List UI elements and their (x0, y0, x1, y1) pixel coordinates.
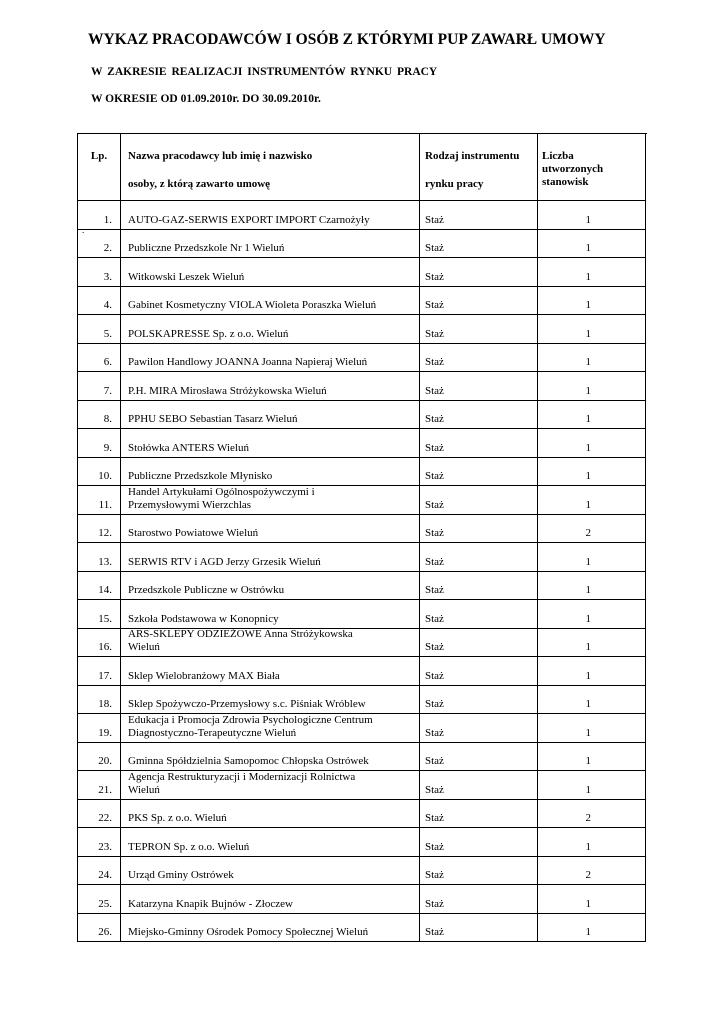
cell-name-line: PKS Sp. z o.o. Wieluń (128, 812, 227, 824)
cell-lp: 18. (78, 686, 121, 715)
cell-lp: 5. (78, 315, 121, 344)
table-row (78, 230, 647, 259)
cell-name (121, 429, 420, 458)
header-type-line2: rynku pracy (425, 178, 484, 190)
cell-name-line: Sklep Wielobranżowy MAX Biała (128, 669, 280, 682)
cell-lp: 25. (78, 885, 121, 914)
table-row (78, 515, 647, 544)
stray-mark: . (82, 225, 85, 235)
cell-name-line: Urząd Gminy Ostrówek (128, 869, 234, 881)
header-name-line1: Nazwa pracodawcy lub imię i nazwisko (128, 150, 313, 162)
cell-count: 1 (538, 743, 646, 772)
table-row (78, 572, 647, 601)
cell-count: 1 (538, 372, 646, 401)
table-row (78, 657, 647, 686)
cell-type: Staż (420, 287, 538, 316)
cell-name (121, 515, 420, 544)
table-row (78, 458, 647, 487)
cell-type: Staż (420, 543, 538, 572)
cell-name-line: Publiczne Przedszkole Nr 1 Wieluń (128, 242, 285, 254)
cell-name-line: Edukacja i Promocja Zdrowia Psychologiczne Centrum (128, 713, 373, 726)
cell-type: Staż (420, 743, 538, 772)
cell-name (121, 458, 420, 487)
cell-name (121, 258, 420, 287)
table-row (78, 914, 647, 943)
cell-name-line: Pawilon Handlowy JOANNA Joanna Napieraj Wieluń (128, 356, 368, 368)
cell-name-line: Publiczne Przedszkole Młynisko (128, 470, 273, 482)
employers-table (77, 133, 647, 942)
cell-lp: 1. (78, 201, 121, 230)
header-count (538, 134, 646, 201)
cell-count: 1 (538, 771, 646, 800)
cell-count: 1 (538, 914, 646, 943)
cell-count: 1 (538, 458, 646, 487)
cell-name (121, 372, 420, 401)
cell-count: 1 (538, 629, 646, 658)
cell-name (121, 543, 420, 572)
cell-name (121, 230, 420, 259)
cell-type: Staż (420, 771, 538, 800)
cell-lp: 14. (78, 572, 121, 601)
cell-name-line: Sklep Spożywczo-Przemysłowy s.c. Piśniak Wróblew (128, 698, 366, 710)
cell-type: Staż (420, 429, 538, 458)
cell-count: 1 (538, 315, 646, 344)
cell-name-line: Miejsko-Gminny Ośrodek Pomocy Społecznej Wieluń (128, 926, 369, 938)
cell-type: Staż (420, 486, 538, 515)
cell-lp: 19. (78, 714, 121, 743)
cell-name (121, 800, 420, 829)
cell-count: 1 (538, 714, 646, 743)
cell-lp: 17. (78, 657, 121, 686)
table-row (78, 401, 647, 430)
cell-name (121, 600, 420, 629)
table-row (78, 486, 647, 515)
cell-name-line: Agencja Restrukturyzacji i Modernizacji Rolnictwa (128, 770, 356, 783)
cell-name (121, 828, 420, 857)
cell-lp: 24. (78, 857, 121, 886)
header-name-line2: osoby, z którą zawarto umowę (128, 178, 271, 190)
cell-lp: 20. (78, 743, 121, 772)
table-row (78, 600, 647, 629)
cell-name-line: Stołówka ANTERS Wieluń (128, 441, 249, 454)
cell-lp: 3. (78, 258, 121, 287)
cell-name-line: PPHU SEBO Sebastian Tasarz Wieluń (128, 413, 298, 425)
cell-name (121, 572, 420, 601)
table-row (78, 344, 647, 373)
table-row (78, 800, 647, 829)
cell-name-line: SERWIS RTV i AGD Jerzy Grzesik Wieluń (128, 555, 321, 568)
cell-count: 1 (538, 287, 646, 316)
cell-lp: 4. (78, 287, 121, 316)
cell-lp: 23. (78, 828, 121, 857)
table-row (78, 714, 647, 743)
document-title: WYKAZ PRACODAWCÓW I OSÓB Z KTÓRYMI PUP ZAWARŁ UMOWY (88, 31, 606, 48)
cell-lp: 15. (78, 600, 121, 629)
cell-name-line: AUTO-GAZ-SERWIS EXPORT IMPORT Czarnożyły (128, 213, 370, 226)
header-count-line2: utworzonych (542, 163, 604, 175)
cell-name (121, 857, 420, 886)
cell-name-line: Starostwo Powiatowe Wieluń (128, 527, 259, 539)
cell-type: Staż (420, 686, 538, 715)
cell-count: 1 (538, 429, 646, 458)
cell-type: Staż (420, 258, 538, 287)
table-header-row (78, 134, 647, 201)
cell-lp: 6. (78, 344, 121, 373)
cell-name-line: Gminna Spółdzielnia Samopomoc Chłopska Ostrówek (128, 755, 369, 767)
cell-name (121, 914, 420, 943)
cell-lp: 16. (78, 629, 121, 658)
cell-type: Staż (420, 600, 538, 629)
cell-type: Staż (420, 230, 538, 259)
cell-count: 1 (538, 401, 646, 430)
cell-type: Staż (420, 401, 538, 430)
cell-name (121, 686, 420, 715)
cell-count: 2 (538, 857, 646, 886)
cell-type: Staż (420, 201, 538, 230)
header-count-line1: Liczba (542, 150, 574, 162)
cell-name (121, 629, 420, 658)
table-row (78, 857, 647, 886)
cell-name (121, 201, 420, 230)
cell-count: 1 (538, 258, 646, 287)
cell-type: Staż (420, 372, 538, 401)
table-row (78, 287, 647, 316)
cell-type: Staż (420, 629, 538, 658)
cell-type: Staż (420, 828, 538, 857)
cell-type: Staż (420, 315, 538, 344)
cell-count: 2 (538, 515, 646, 544)
cell-name-line: ARS-SKLEPY ODZIEŻOWE Anna Stróżykowska (128, 628, 353, 640)
table-row (78, 372, 647, 401)
cell-name-line: Handel Artykułami Ogólnospożywczymi i (128, 485, 315, 498)
table-row (78, 629, 647, 658)
header-type (420, 134, 538, 201)
table-row (78, 201, 647, 230)
document-subtitle: W ZAKRESIE REALIZACJI INSTRUMENTÓW RYNKU PRACY (91, 66, 438, 78)
cell-count: 1 (538, 885, 646, 914)
cell-type: Staż (420, 714, 538, 743)
cell-lp: 22. (78, 800, 121, 829)
cell-lp: 10. (78, 458, 121, 487)
table-row (78, 429, 647, 458)
cell-name-line: Wieluń (128, 783, 160, 796)
cell-count: 1 (538, 543, 646, 572)
cell-count: 2 (538, 800, 646, 829)
cell-lp: 8. (78, 401, 121, 430)
cell-type: Staż (420, 914, 538, 943)
cell-type: Staż (420, 857, 538, 886)
cell-lp: 26. (78, 914, 121, 943)
cell-name (121, 344, 420, 373)
cell-name-line: POLSKAPRESSE Sp. z o.o. Wieluń (128, 327, 289, 340)
table-row (78, 885, 647, 914)
table-row (78, 771, 647, 800)
cell-name (121, 401, 420, 430)
cell-type: Staż (420, 657, 538, 686)
cell-lp: 21. (78, 771, 121, 800)
table-body (78, 201, 647, 942)
cell-lp: 11. (78, 486, 121, 515)
cell-count: 1 (538, 600, 646, 629)
cell-lp: 12. (78, 515, 121, 544)
cell-name-line: P.H. MIRA Mirosława Stróżykowska Wieluń (128, 384, 327, 397)
cell-name-line: Gabinet Kosmetyczny VIOLA Wioleta Poraszka Wieluń (128, 299, 377, 311)
cell-name-line: Witkowski Leszek Wieluń (128, 270, 245, 283)
cell-name-line: Diagnostyczno-Terapeutyczne Wieluń (128, 726, 297, 739)
header-type-line1: Rodzaj instrumentu (425, 150, 520, 162)
cell-count: 1 (538, 344, 646, 373)
cell-name-line: Przedszkole Publiczne w Ostrówku (128, 584, 285, 596)
header-name (121, 134, 420, 201)
cell-name (121, 714, 420, 743)
cell-name (121, 315, 420, 344)
cell-type: Staż (420, 458, 538, 487)
cell-count: 1 (538, 686, 646, 715)
cell-name (121, 743, 420, 772)
table-row (78, 258, 647, 287)
cell-lp: 7. (78, 372, 121, 401)
cell-name-line: TEPRON Sp. z o.o. Wieluń (128, 840, 250, 853)
cell-count: 1 (538, 201, 646, 230)
table-row (78, 828, 647, 857)
cell-lp: 2. (78, 230, 121, 259)
header-lp: Lp. (78, 134, 121, 201)
cell-name (121, 287, 420, 316)
table-row (78, 743, 647, 772)
cell-type: Staż (420, 800, 538, 829)
cell-count: 1 (538, 572, 646, 601)
cell-type: Staż (420, 572, 538, 601)
cell-type: Staż (420, 515, 538, 544)
cell-type: Staż (420, 885, 538, 914)
cell-count: 1 (538, 657, 646, 686)
cell-count: 1 (538, 486, 646, 515)
cell-count: 1 (538, 230, 646, 259)
cell-name (121, 486, 420, 515)
cell-type: Staż (420, 344, 538, 373)
header-count-line3: stanowisk (542, 176, 589, 188)
document-period: W OKRESIE OD 01.09.2010r. DO 30.09.2010r. (91, 93, 321, 105)
table-row (78, 686, 647, 715)
cell-name-line: Przemysłowymi Wierzchlas (128, 498, 252, 511)
cell-name (121, 771, 420, 800)
cell-name-line: Wieluń (128, 641, 160, 653)
table-row (78, 315, 647, 344)
cell-count: 1 (538, 828, 646, 857)
cell-lp: 9. (78, 429, 121, 458)
cell-name (121, 657, 420, 686)
cell-name (121, 885, 420, 914)
table-row (78, 543, 647, 572)
cell-lp: 13. (78, 543, 121, 572)
cell-name-line: Szkoła Podstawowa w Konopnicy (128, 612, 279, 625)
cell-name-line: Katarzyna Knapik Bujnów - Złoczew (128, 897, 293, 910)
